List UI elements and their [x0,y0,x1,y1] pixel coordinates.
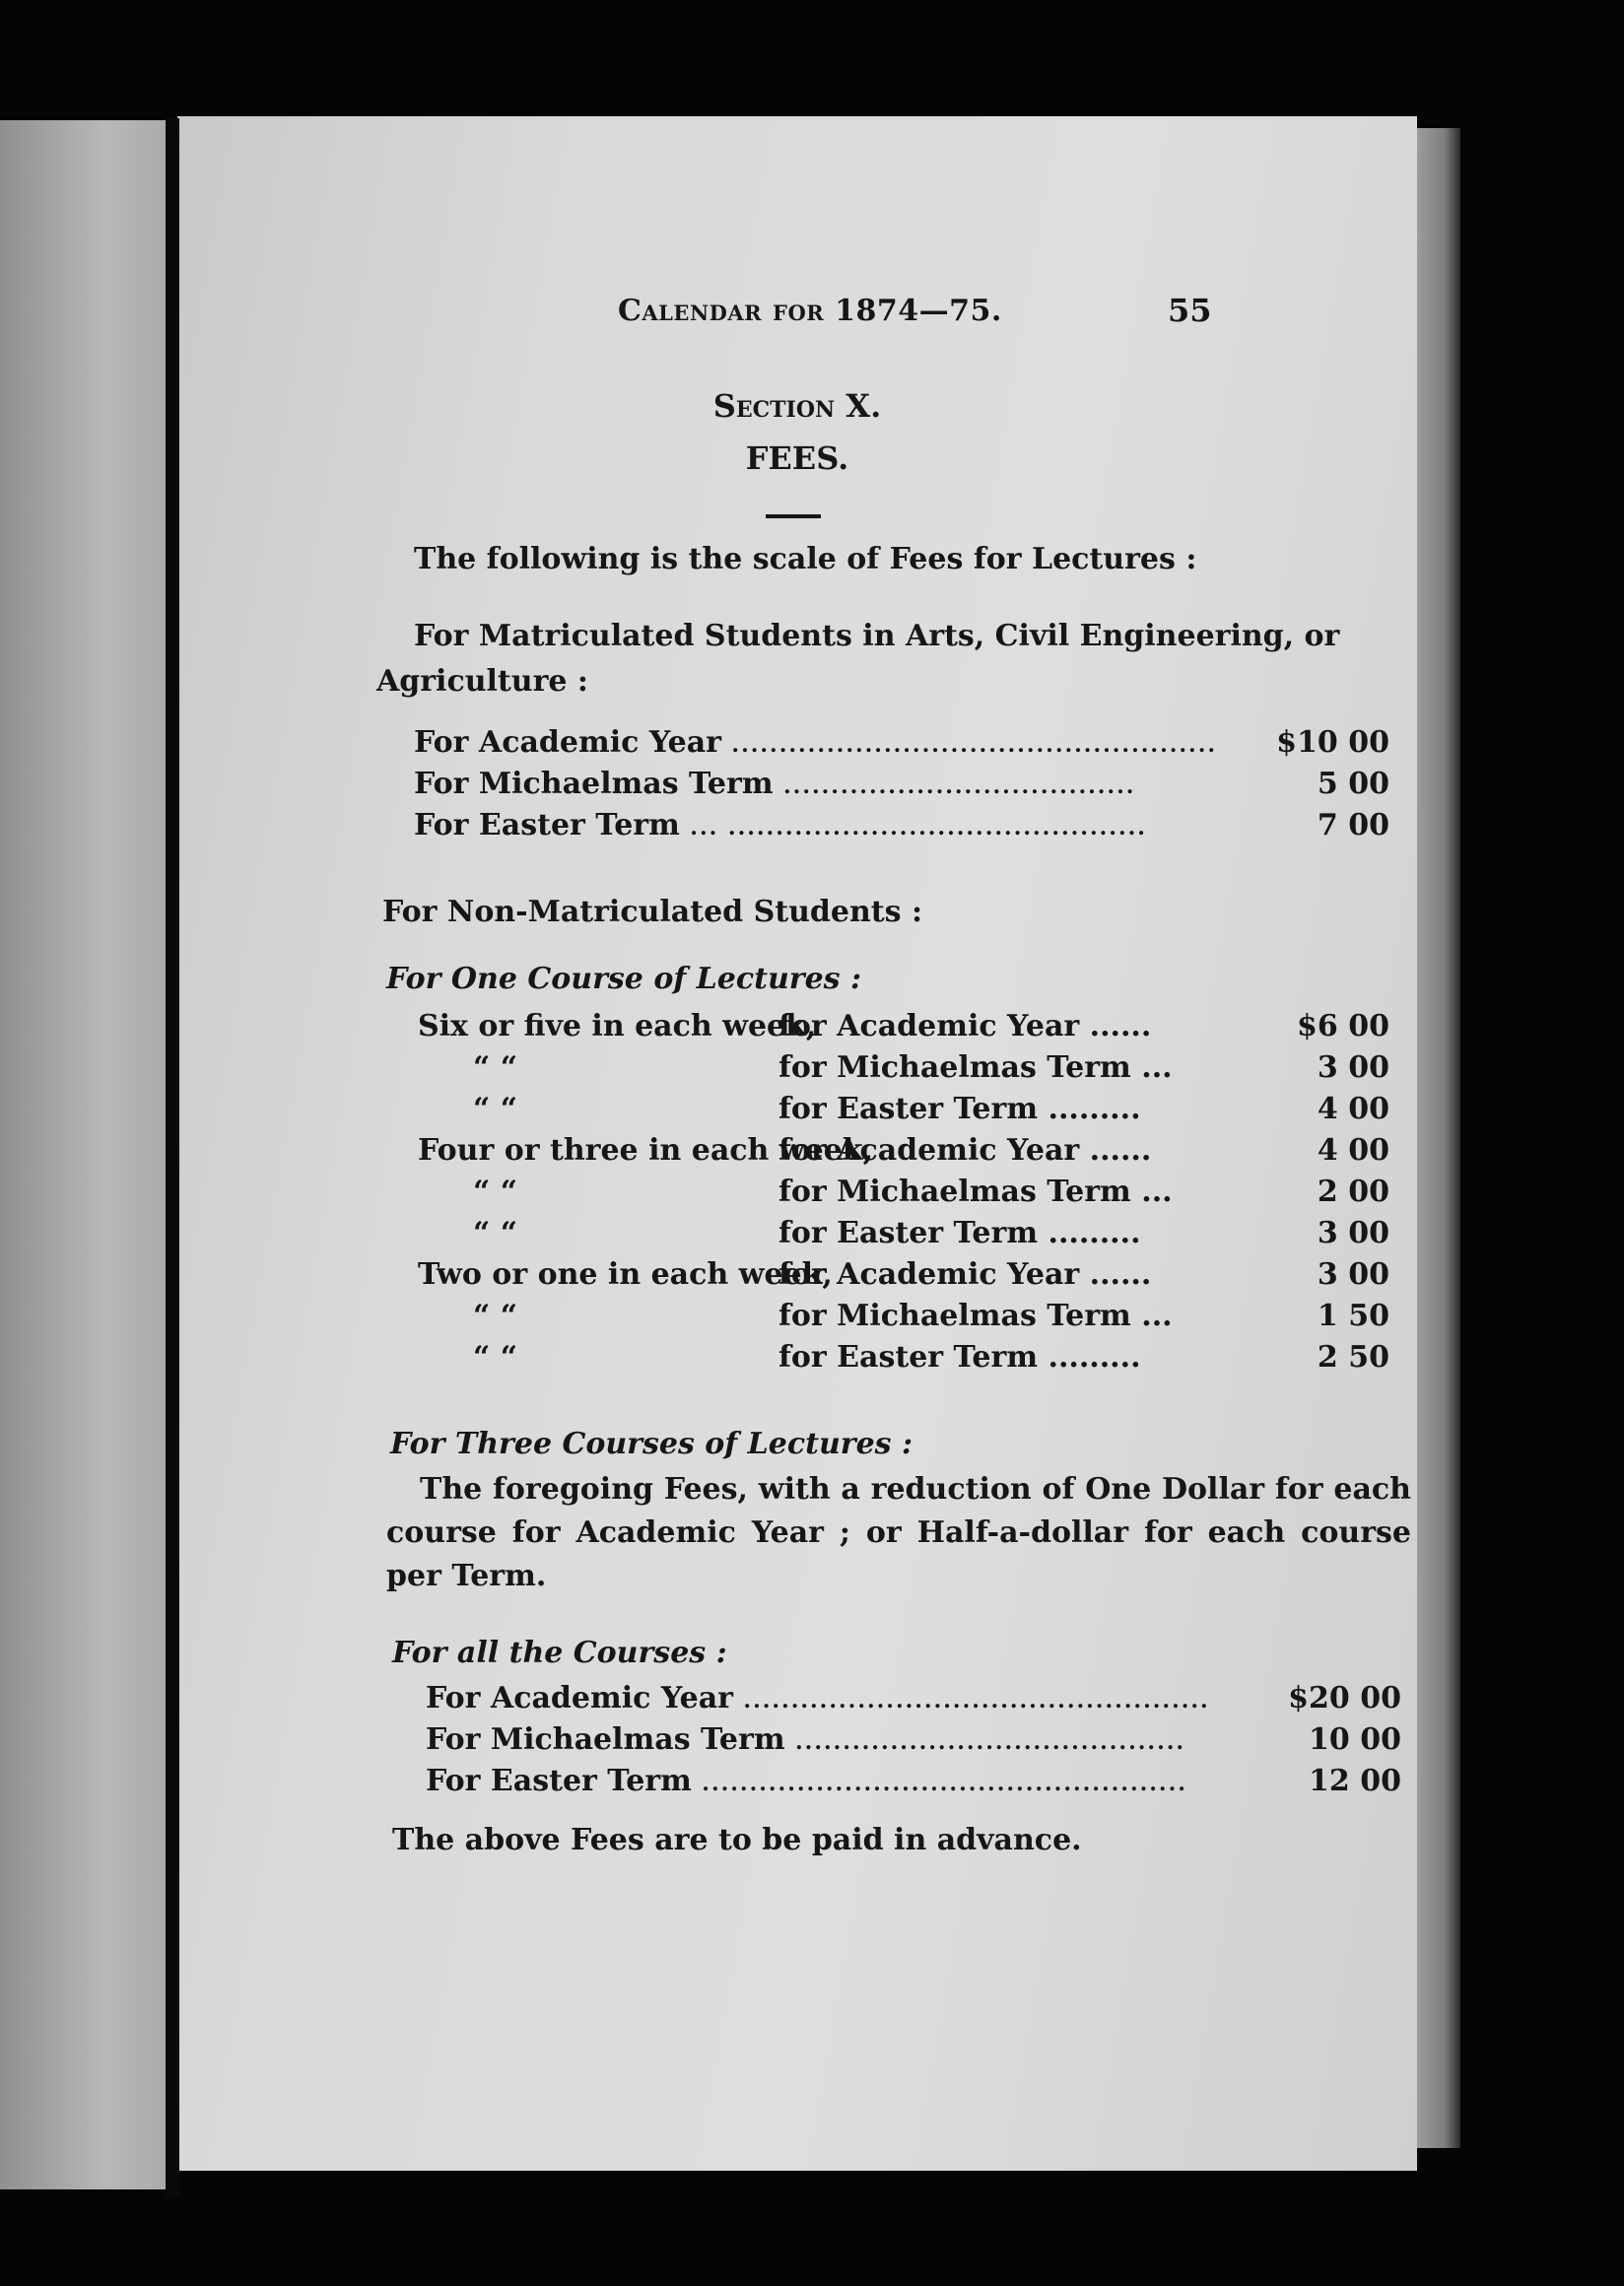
non-matriculated-heading: For Non-Matriculated Students : [382,895,923,929]
term-label: for Michaelmas Term ... [778,1050,1173,1085]
fee-label: For Michaelmas Term [426,1722,785,1757]
fee-amount: 3 00 [1317,1257,1389,1292]
footer-note: The above Fees are to be paid in advance. [392,1823,1082,1857]
term-label: for Academic Year ...... [778,1133,1152,1168]
fee-amount: 4 00 [1317,1133,1389,1168]
ditto-marks: “ “ [473,1175,517,1209]
facing-page [0,120,173,2189]
fees-title: FEES. [745,439,849,477]
fee-amount: 3 00 [1317,1050,1389,1085]
leader-dots: ................................................. [743,1688,1210,1714]
title-rule [766,514,821,518]
leader-dots: ... ............................................ [690,815,1147,840]
fee-amount: $10 00 [1276,725,1389,760]
page-number: 55 [1168,292,1212,329]
leader-dots: ................................................... [702,1771,1187,1796]
fee-amount: 4 00 [1317,1092,1389,1126]
leader-dots: ................................................... [731,732,1218,758]
ditto-marks: “ “ [473,1340,517,1375]
book-page [177,116,1417,2171]
group-label: Six or five in each week, [418,1009,817,1043]
matriculated-heading: For Matriculated Students in Arts, Civil Engineering, or [414,619,1340,653]
running-head: Calendar for 1874—75. [618,294,1002,328]
fee-label: For Academic Year [426,1681,733,1715]
ditto-marks: “ “ [473,1092,517,1126]
fee-amount: 1 50 [1317,1299,1389,1333]
fee-amount: 2 50 [1317,1340,1389,1375]
fee-row [426,1681,1210,1715]
fee-amount: 12 00 [1309,1764,1401,1798]
matriculated-heading-cont: Agriculture : [376,664,589,699]
ditto-marks: “ “ [473,1299,517,1333]
fee-row [414,725,1217,760]
fee-amount: 10 00 [1309,1722,1401,1757]
fee-amount: $6 00 [1297,1009,1389,1043]
term-label: for Michaelmas Term ... [778,1175,1173,1209]
fee-amount: $20 00 [1288,1681,1401,1715]
leader-dots: ......................................... [795,1729,1186,1755]
fee-row [426,1764,1187,1798]
fee-row [414,808,1147,842]
fee-amount: 2 00 [1317,1175,1389,1209]
fee-label: For Easter Term [426,1764,692,1798]
fee-amount: 3 00 [1317,1216,1389,1250]
all-courses-heading: For all the Courses : [392,1636,727,1670]
fee-row [426,1722,1185,1757]
fee-row [414,767,1135,801]
term-label: for Michaelmas Term ... [778,1299,1173,1333]
fee-label: For Easter Term [414,808,680,842]
ditto-marks: “ “ [473,1050,517,1085]
leader-dots: ..................................... [783,773,1136,799]
fee-label: For Michaelmas Term [414,767,774,801]
group-label: Four or three in each week, [418,1133,874,1168]
fee-amount: 7 00 [1317,808,1389,842]
book-spine [166,118,179,2197]
ditto-marks: “ “ [473,1216,517,1250]
fee-amount: 5 00 [1317,767,1389,801]
fee-label: For Academic Year [414,725,721,760]
term-label: for Academic Year ...... [778,1257,1152,1292]
term-label: for Easter Term ......... [778,1092,1141,1126]
term-label: for Academic Year ...... [778,1009,1152,1043]
term-label: for Easter Term ......... [778,1340,1141,1375]
intro-text: The following is the scale of Fees for Lectures : [414,542,1197,576]
three-courses-heading: For Three Courses of Lectures : [390,1427,914,1461]
one-course-heading: For One Course of Lectures : [386,962,862,996]
term-label: for Easter Term ......... [778,1216,1141,1250]
three-courses-text: The foregoing Fees, with a reduction of One Dollar for each course for Academic Year ; or Half-a-dollar for each course per Term. [386,1472,1411,1593]
section-title: Section X. [712,387,882,425]
group-label: Two or one in each week, [418,1257,833,1292]
